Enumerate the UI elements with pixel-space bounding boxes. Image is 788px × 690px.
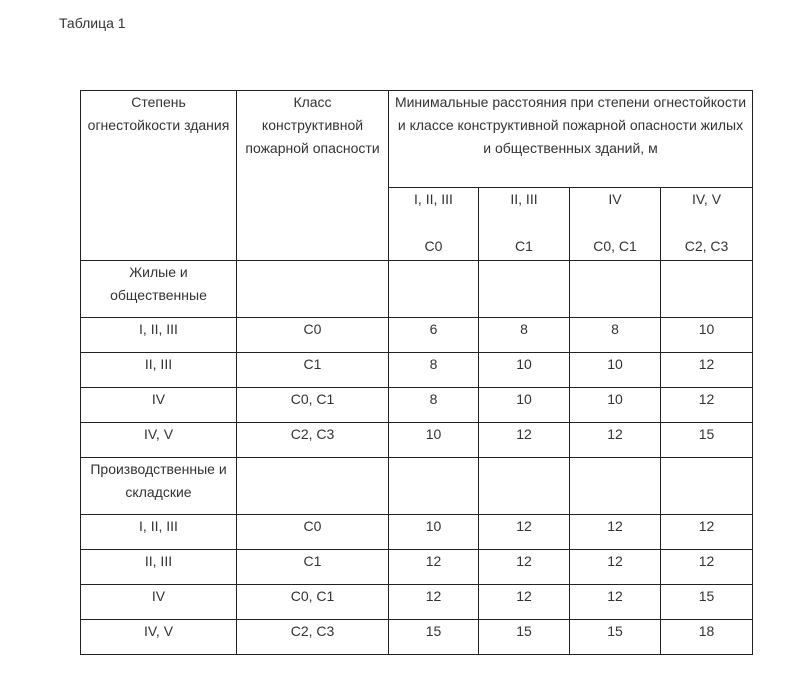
- cell-value: 12: [479, 515, 570, 550]
- subheader-cell: [570, 188, 661, 261]
- fire-distance-table: [80, 90, 753, 655]
- cell-value: 8: [389, 388, 479, 423]
- cell-degree: I, II, III: [81, 318, 237, 353]
- cell-value: 12: [479, 585, 570, 620]
- cell-class: С0: [237, 515, 389, 550]
- cell-degree: I, II, III: [81, 515, 237, 550]
- empty-cell: [479, 261, 570, 318]
- empty-cell: [570, 458, 661, 515]
- cell-value: 8: [570, 318, 661, 353]
- empty-cell: [389, 458, 479, 515]
- cell-value: 15: [661, 423, 753, 458]
- cell-value: 12: [570, 423, 661, 458]
- cell-value: 10: [479, 388, 570, 423]
- cell-value: 12: [570, 585, 661, 620]
- section-row: [81, 458, 753, 515]
- header-fire-hazard-class: Класс конструктивной пожарной опасности: [237, 91, 389, 261]
- table-caption: Таблица 1: [59, 15, 126, 31]
- table-row: [81, 585, 753, 620]
- subheader-class: С1: [515, 238, 533, 254]
- cell-value: 10: [570, 353, 661, 388]
- section-title: Производственные и складские: [81, 458, 237, 515]
- cell-value: 15: [479, 620, 570, 655]
- subheader-degree: I, II, III: [414, 191, 453, 207]
- section-row: [81, 261, 753, 318]
- header-fire-resistance-degree: Степень огнестойкости здания: [81, 91, 237, 261]
- table-row: [81, 423, 753, 458]
- header-min-distances: Минимальные расстояния при степени огнестойкости и классе конструктивной пожарной опасности жилых и общественных зданий, м: [389, 91, 753, 188]
- subheader-class: С2, С3: [684, 238, 729, 254]
- cell-class: С1: [237, 353, 389, 388]
- subheader-class: С0, С1: [593, 238, 637, 254]
- table-row: [81, 388, 753, 423]
- subheader-degree: II, III: [510, 191, 538, 207]
- cell-degree: IV, V: [81, 423, 237, 458]
- cell-value: 12: [479, 550, 570, 585]
- cell-value: 10: [479, 353, 570, 388]
- cell-value: 10: [661, 318, 753, 353]
- cell-value: 6: [389, 318, 479, 353]
- subheader-cell: [661, 188, 753, 261]
- cell-value: 12: [570, 550, 661, 585]
- cell-class: С0, С1: [237, 585, 389, 620]
- table-row: [81, 318, 753, 353]
- empty-cell: [389, 261, 479, 318]
- empty-cell: [661, 458, 753, 515]
- cell-value: 15: [570, 620, 661, 655]
- empty-cell: [237, 261, 389, 318]
- cell-value: 12: [389, 550, 479, 585]
- cell-value: 8: [479, 318, 570, 353]
- cell-class: С0: [237, 318, 389, 353]
- cell-class: С0, С1: [237, 388, 389, 423]
- table-row: [81, 515, 753, 550]
- cell-class: С2, С3: [237, 423, 389, 458]
- cell-value: 12: [570, 515, 661, 550]
- subheader-degree: IV: [608, 191, 622, 207]
- cell-value: 18: [661, 620, 753, 655]
- cell-class: С2, С3: [237, 620, 389, 655]
- section-title: Жилые и общественные: [81, 261, 237, 318]
- cell-value: 10: [389, 423, 479, 458]
- cell-value: 10: [389, 515, 479, 550]
- cell-value: 15: [389, 620, 479, 655]
- cell-degree: IV: [81, 388, 237, 423]
- cell-degree: IV: [81, 585, 237, 620]
- table-row: [81, 620, 753, 655]
- cell-value: 12: [661, 550, 753, 585]
- subheader-cell: [389, 188, 479, 261]
- cell-degree: IV, V: [81, 620, 237, 655]
- cell-class: С1: [237, 550, 389, 585]
- table-row: [81, 550, 753, 585]
- cell-value: 12: [389, 585, 479, 620]
- cell-value: 15: [661, 585, 753, 620]
- empty-cell: [479, 458, 570, 515]
- subheader-class: С0: [424, 238, 443, 254]
- empty-cell: [661, 261, 753, 318]
- cell-value: 12: [479, 423, 570, 458]
- cell-value: 10: [570, 388, 661, 423]
- subheader-cell: [479, 188, 570, 261]
- subheader-degree: IV, V: [691, 191, 722, 207]
- cell-value: 8: [389, 353, 479, 388]
- table-row: [81, 353, 753, 388]
- cell-value: 12: [661, 515, 753, 550]
- cell-degree: II, III: [81, 550, 237, 585]
- empty-cell: [237, 458, 389, 515]
- cell-degree: II, III: [81, 353, 237, 388]
- empty-cell: [570, 261, 661, 318]
- cell-value: 12: [661, 388, 753, 423]
- cell-value: 12: [661, 353, 753, 388]
